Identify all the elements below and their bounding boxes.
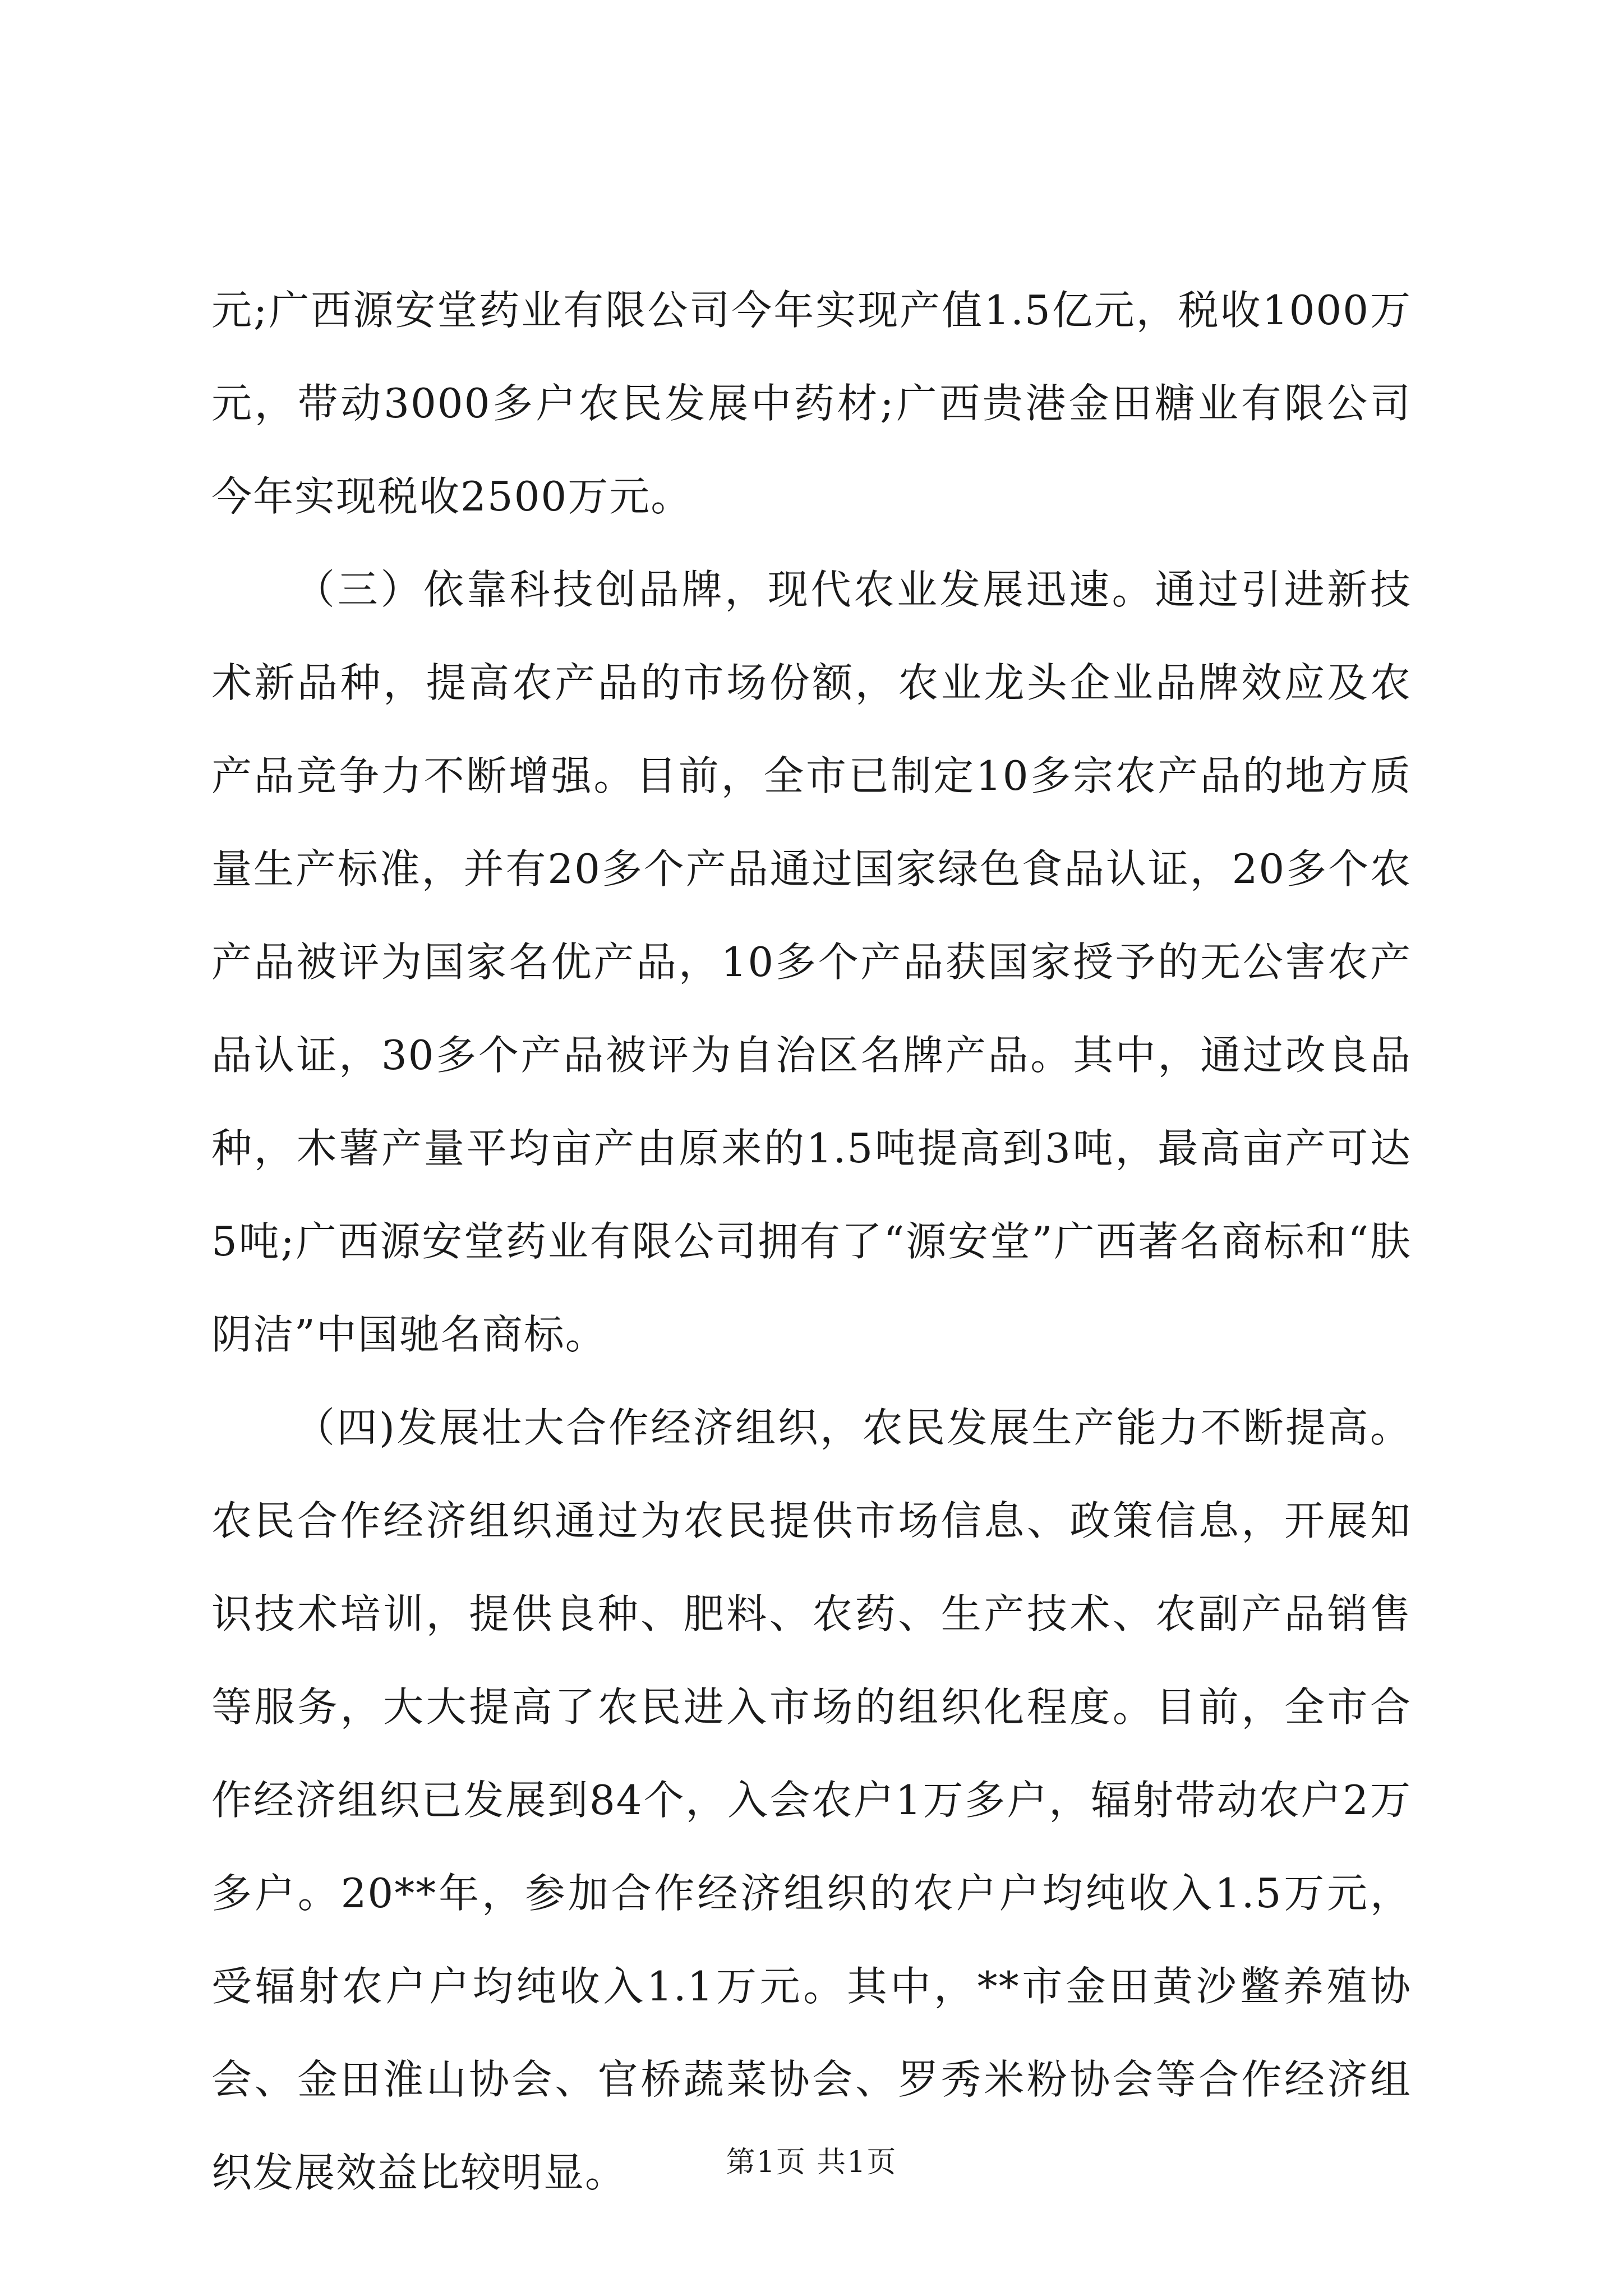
paragraph-section-four: （四)发展壮大合作经济组织，农民发展生产能力不断提高。农民合作经济组织通过为农民提供市场信息、政策信息，开展知识技术培训，提供良种、肥料、农药、生产技术、农副产品销售等服务，大大提高了农民进入市场的组织化程度。目前，全市合作经济组织已发展到84个，入会农户1万多户，辐射带动农户2万多户。20**年，参加合作经济组织的农户户均纯收入1.5万元，受辐射农户户均纯收入1.1万元。其中，**市金田黄沙鳖养殖协会、金田淮山协会、官桥蔬菜协会、罗秀米粉协会等合作经济组织发展效益比较明显。 xyxy=(211,1404,1412,2196)
paragraph-section-three: （三）依靠科技创品牌，现代农业发展迅速。通过引进新技术新品种，提高农产品的市场份额，农业龙头企业品牌效应及农产品竞争力不断增强。目前，全市已制定10多宗农产品的地方质量生产标准，并有20多个产品通过国家绿色食品认证，20多个农产品被评为国家名优产品，10多个产品获国家授予的无公害农产品认证，30多个产品被评为自治区名牌产品。其中，通过改良品种，木薯产量平均亩产由原来的1.5吨提高到3吨，最高亩产可达5吨;广西源安堂药业有限公司拥有了“源安堂”广西著名商标和“肤阴洁”中国驰名商标。 xyxy=(211,566,1412,1358)
page-footer: 第1页 共1页 xyxy=(726,2146,897,2179)
paragraph-continuation: 元;广西源安堂药业有限公司今年实现产值1.5亿元，税收1000万元，带动3000多户农民发展中药材;广西贵港金田糖业有限公司今年实现税收2500万元。 xyxy=(211,287,1412,520)
document-body xyxy=(211,264,1412,2219)
